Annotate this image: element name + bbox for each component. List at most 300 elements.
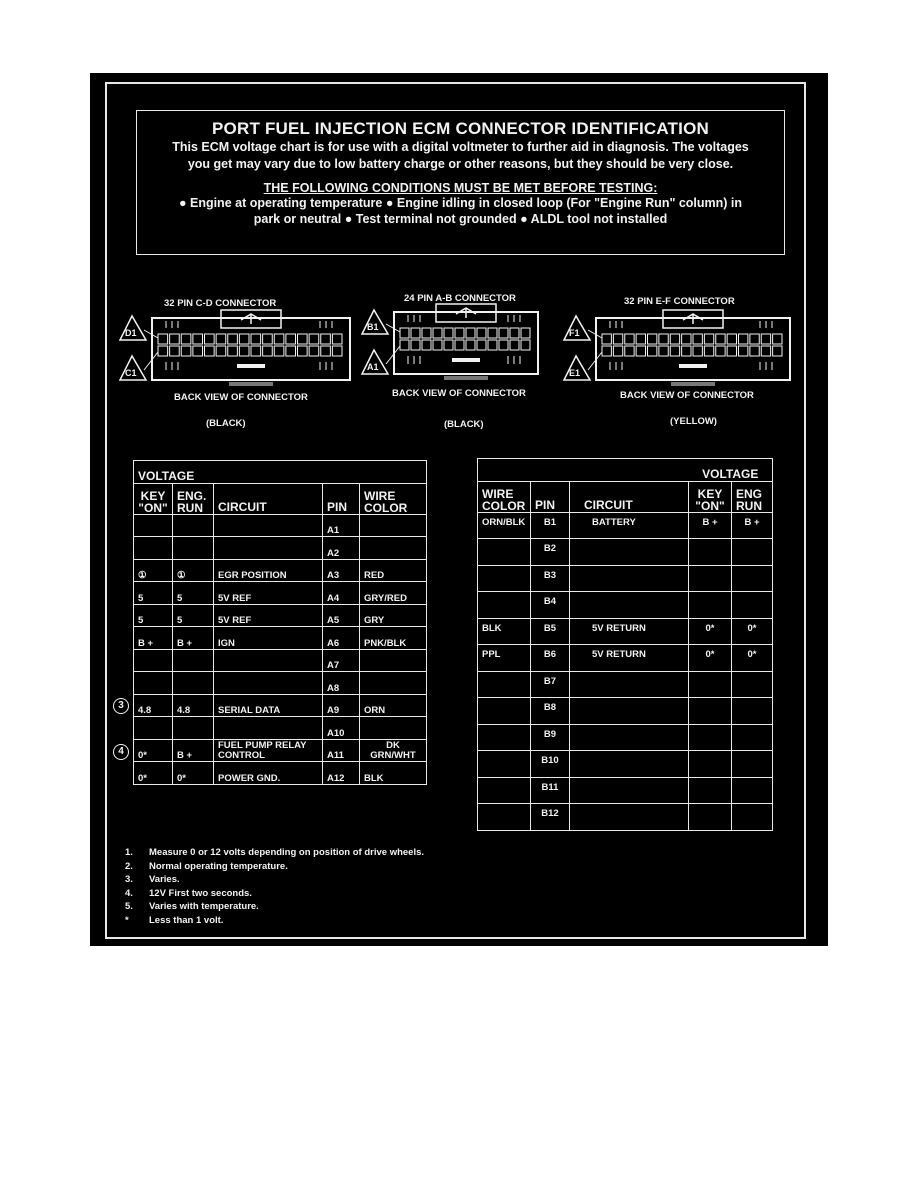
pin-cavity bbox=[286, 346, 296, 356]
pin-cavity bbox=[286, 334, 296, 344]
table-b-cell-key bbox=[689, 777, 732, 804]
pin-cavity bbox=[400, 340, 409, 350]
table-b-cell-key bbox=[689, 804, 732, 831]
voltage-table-b bbox=[477, 458, 773, 831]
arrow-icon bbox=[456, 308, 476, 318]
pin-cavity bbox=[648, 334, 657, 344]
table-row bbox=[134, 694, 427, 717]
pin-cavity bbox=[433, 328, 442, 338]
pin-cavity bbox=[170, 346, 180, 356]
connector-cd bbox=[118, 294, 358, 434]
pin-cavity bbox=[466, 328, 475, 338]
pin-cavity bbox=[216, 346, 226, 356]
table-a-cell-pin: A5 bbox=[323, 604, 360, 627]
table-b-cell-key: B + bbox=[689, 512, 732, 539]
table-row bbox=[134, 514, 427, 537]
pin-cavity bbox=[488, 340, 497, 350]
note-item bbox=[125, 887, 424, 901]
note-text: Varies with temperature. bbox=[149, 901, 259, 913]
pin-cavity bbox=[625, 346, 634, 356]
table-b-cell-wire: PPL bbox=[478, 645, 531, 672]
table-b-cell-circuit bbox=[570, 724, 689, 751]
pin-cavity bbox=[670, 346, 679, 356]
pin-cavity bbox=[332, 346, 342, 356]
table-a-cell-wire bbox=[360, 537, 427, 560]
pin-cavity bbox=[636, 346, 645, 356]
table-b-cell-pin: B7 bbox=[531, 671, 570, 698]
note-text: Measure 0 or 12 volts depending on position of drive wheels. bbox=[149, 847, 425, 858]
table-a-cell-pin: A8 bbox=[323, 672, 360, 695]
table-a-pin-header: PIN bbox=[323, 483, 360, 514]
table-a-cell-pin: A1 bbox=[323, 514, 360, 537]
pin-cavity bbox=[625, 334, 634, 344]
pin-cavity bbox=[682, 334, 691, 344]
table-b-cell-key: 0* bbox=[689, 645, 732, 672]
table-a-cell-pin: A10 bbox=[323, 717, 360, 740]
table-a-cell-key: 0* bbox=[134, 762, 173, 785]
pin-cavity bbox=[216, 334, 226, 344]
pin-cavity bbox=[455, 328, 464, 338]
intro-line-2: you get may vary due to low battery charge or other reasons, but they should be very close. bbox=[187, 157, 734, 171]
table-a-cell-key: ① bbox=[134, 559, 173, 582]
table-a-cell-run bbox=[173, 537, 214, 560]
table-a-cell-wire bbox=[360, 514, 427, 537]
pin-cavity bbox=[251, 334, 261, 344]
table-b-cell-wire bbox=[478, 671, 531, 698]
note-item bbox=[125, 900, 424, 914]
table-a-cell-key bbox=[134, 672, 173, 695]
table-b-cell-wire bbox=[478, 724, 531, 751]
table-b-cell-pin: B10 bbox=[531, 751, 570, 778]
note-number: 1. bbox=[125, 847, 133, 858]
pin-cavity bbox=[727, 346, 736, 356]
pin-cavity bbox=[648, 346, 657, 356]
latch-tab bbox=[444, 376, 488, 380]
table-a-cell-wire: PNK/BLK bbox=[360, 627, 427, 650]
pin-cavity bbox=[750, 334, 759, 344]
notes-list bbox=[125, 846, 424, 928]
table-b-cell-pin: B2 bbox=[531, 539, 570, 566]
table-a-cell-run: 4.8 bbox=[173, 694, 214, 717]
pin-cavity bbox=[510, 328, 519, 338]
pin-cavity bbox=[488, 328, 497, 338]
table-a-cell-wire bbox=[360, 672, 427, 695]
table-b-cell-key bbox=[689, 751, 732, 778]
table-a-cell-key: B + bbox=[134, 627, 173, 650]
table-b-cell-run: B + bbox=[732, 512, 773, 539]
pin-cavity bbox=[455, 340, 464, 350]
pin-cavity bbox=[422, 340, 431, 350]
table-b-cell-run: 0* bbox=[732, 645, 773, 672]
table-a-cell-wire: ORN bbox=[360, 694, 427, 717]
note-item bbox=[125, 846, 424, 860]
table-b-cell-run bbox=[732, 804, 773, 831]
table-b-cell-wire: BLK bbox=[478, 618, 531, 645]
connector-cd-color: (BLACK) bbox=[206, 418, 246, 429]
connector-ef-title: 32 PIN E-F CONNECTOR bbox=[624, 296, 735, 307]
table-b-cell-circuit bbox=[570, 804, 689, 831]
table-b-cell-wire bbox=[478, 539, 531, 566]
latch-bar bbox=[679, 364, 707, 368]
table-b-cell-pin: B5 bbox=[531, 618, 570, 645]
note-item bbox=[125, 860, 424, 874]
table-a-cell-key: 4.8 bbox=[134, 694, 173, 717]
table-b-cell-pin: B6 bbox=[531, 645, 570, 672]
table-a-cell-key: 5 bbox=[134, 582, 173, 605]
table-row bbox=[478, 724, 773, 751]
table-b-cell-key bbox=[689, 698, 732, 725]
pin-cavity bbox=[274, 334, 284, 344]
connector-cd-view-label: BACK VIEW OF CONNECTOR bbox=[174, 392, 308, 403]
header-box bbox=[136, 110, 785, 255]
pin-cavity bbox=[727, 334, 736, 344]
pin-cavity bbox=[332, 334, 342, 344]
pin-cavity bbox=[670, 334, 679, 344]
table-row bbox=[134, 537, 427, 560]
table-b-cell-key bbox=[689, 671, 732, 698]
pin-cavity bbox=[693, 346, 702, 356]
pin-cavity bbox=[193, 334, 203, 344]
pin-cavity bbox=[193, 346, 203, 356]
table-b-cell-circuit: BATTERY bbox=[570, 512, 689, 539]
connector-ab-title: 24 PIN A-B CONNECTOR bbox=[404, 293, 516, 304]
pin-cavity bbox=[411, 340, 420, 350]
table-a-cell-wire: GRY/RED bbox=[360, 582, 427, 605]
pin-cavity bbox=[433, 340, 442, 350]
connector-ef bbox=[562, 294, 802, 434]
conditions-line-1: ● Engine at operating temperature ● Engine idling in closed loop (For "Engine Run" column) in bbox=[178, 196, 743, 210]
note-number: 2. bbox=[125, 860, 133, 872]
connector-ab-view-label: BACK VIEW OF CONNECTOR bbox=[392, 388, 526, 399]
note-item bbox=[125, 873, 424, 887]
pin-cavity bbox=[716, 334, 725, 344]
table-a-cell-circuit: 5V REF bbox=[214, 582, 323, 605]
table-row bbox=[134, 559, 427, 582]
table-b-cell-key: 0* bbox=[689, 618, 732, 645]
pin-cavity bbox=[602, 346, 611, 356]
table-row bbox=[478, 777, 773, 804]
table-a-cell-circuit bbox=[214, 514, 323, 537]
table-row bbox=[134, 717, 427, 740]
table-b-cell-run bbox=[732, 724, 773, 751]
note-item bbox=[125, 914, 424, 928]
table-b-cell-key bbox=[689, 539, 732, 566]
table-b-cell-wire bbox=[478, 751, 531, 778]
connector-cd-title: 32 PIN C-D CONNECTOR bbox=[164, 298, 277, 309]
connector-pin-label-top: B1 bbox=[367, 322, 379, 332]
table-b-cell-run: 0* bbox=[732, 618, 773, 645]
table-b-cell-circuit bbox=[570, 592, 689, 619]
pin-cavity bbox=[477, 340, 486, 350]
table-a-cell-pin: A7 bbox=[323, 649, 360, 672]
intro-line-1: This ECM voltage chart is for use with a digital voltmeter to further aid in diagnosis. The voltages bbox=[172, 140, 749, 154]
pin-cavity bbox=[321, 346, 331, 356]
pin-cavity bbox=[636, 334, 645, 344]
table-b-cell-circuit bbox=[570, 539, 689, 566]
table-a-cell-circuit: SERIAL DATA bbox=[214, 694, 323, 717]
table-a-cell-run: 5 bbox=[173, 604, 214, 627]
table-b-cell-circuit: 5V RETURN bbox=[570, 645, 689, 672]
table-a-cell-circuit: FUEL PUMP RELAY CONTROL bbox=[214, 739, 323, 762]
table-a-cell-circuit bbox=[214, 537, 323, 560]
voltage-table-a bbox=[133, 460, 427, 785]
pin-cavity bbox=[693, 334, 702, 344]
note-text: Normal operating temperature. bbox=[149, 860, 288, 872]
table-row bbox=[478, 645, 773, 672]
table-b-cell-run bbox=[732, 751, 773, 778]
table-b-cell-run bbox=[732, 565, 773, 592]
connector-pin-label-top: D1 bbox=[125, 328, 137, 338]
table-b-cell-pin: B4 bbox=[531, 592, 570, 619]
table-b-cell-key bbox=[689, 565, 732, 592]
table-b-cell-circuit bbox=[570, 565, 689, 592]
table-b-key-on-header: KEY "ON" bbox=[689, 481, 732, 512]
table-a-cell-wire bbox=[360, 717, 427, 740]
table-a-cell-wire: DK GRN/WHT bbox=[360, 739, 427, 762]
table-a-cell-run: B + bbox=[173, 739, 214, 762]
note-number: * bbox=[125, 914, 129, 926]
table-b-cell-pin: B9 bbox=[531, 724, 570, 751]
connector-ef-color: (YELLOW) bbox=[670, 416, 717, 427]
table-a-cell-run: 0* bbox=[173, 762, 214, 785]
conditions-title: THE FOLLOWING CONDITIONS MUST BE MET BEFORE TESTING: bbox=[263, 181, 658, 195]
pin-cavity bbox=[205, 346, 215, 356]
table-a-cell-wire: RED bbox=[360, 559, 427, 582]
pin-cavity bbox=[298, 334, 308, 344]
pin-cavity bbox=[239, 346, 249, 356]
table-a-cell-key bbox=[134, 649, 173, 672]
table-b-cell-pin: B8 bbox=[531, 698, 570, 725]
table-a-cell-pin: A6 bbox=[323, 627, 360, 650]
table-a-cell-pin: A12 bbox=[323, 762, 360, 785]
pin-cavity bbox=[739, 334, 748, 344]
pin-cavity bbox=[750, 346, 759, 356]
table-a-eng-run-header: ENG. RUN bbox=[173, 483, 214, 514]
table-row bbox=[478, 751, 773, 778]
pin-cavity bbox=[181, 346, 191, 356]
table-b-cell-key bbox=[689, 724, 732, 751]
table-b-wire-header: WIRE COLOR bbox=[478, 481, 531, 512]
note-marker-4: 4 bbox=[113, 744, 129, 760]
table-a-wire-header: WIRE COLOR bbox=[360, 483, 427, 514]
pin-cavity bbox=[761, 346, 770, 356]
table-a-cell-circuit: EGR POSITION bbox=[214, 559, 323, 582]
note-number: 5. bbox=[125, 901, 133, 913]
pin-cavity bbox=[466, 340, 475, 350]
latch-bar bbox=[237, 364, 265, 368]
latch-tab bbox=[671, 382, 715, 386]
note-text: Less than 1 volt. bbox=[149, 914, 224, 926]
pin-cavity bbox=[510, 340, 519, 350]
connector-pin-label-bottom: C1 bbox=[125, 368, 137, 378]
table-a-key-on-header: KEY "ON" bbox=[134, 483, 173, 514]
latch-bar bbox=[452, 358, 480, 362]
pin-cavity bbox=[205, 334, 215, 344]
note-text: 12V First two seconds. bbox=[149, 887, 252, 899]
table-row bbox=[478, 565, 773, 592]
connector-ab bbox=[360, 292, 560, 432]
table-a-cell-run bbox=[173, 649, 214, 672]
table-a-circuit-header: CIRCUIT bbox=[214, 483, 323, 514]
table-a-cell-wire: BLK bbox=[360, 762, 427, 785]
table-row bbox=[478, 592, 773, 619]
table-a-cell-circuit: IGN bbox=[214, 627, 323, 650]
table-a-cell-circuit bbox=[214, 672, 323, 695]
conditions-line-2: park or neutral ● Test terminal not grounded ● ALDL tool not installed bbox=[253, 212, 668, 226]
note-number: 4. bbox=[125, 887, 133, 899]
table-a-cell-circuit bbox=[214, 649, 323, 672]
page-title: PORT FUEL INJECTION ECM CONNECTOR IDENTIFICATION bbox=[212, 119, 709, 138]
connector-ab-drawing bbox=[360, 302, 560, 402]
pin-cavity bbox=[274, 346, 284, 356]
pin-cavity bbox=[263, 346, 273, 356]
connector-pin-label-bottom: A1 bbox=[367, 362, 379, 372]
pin-cavity bbox=[739, 346, 748, 356]
pin-cavity bbox=[773, 346, 782, 356]
pin-cavity bbox=[228, 334, 238, 344]
table-b-cell-run bbox=[732, 671, 773, 698]
pin-cavity bbox=[716, 346, 725, 356]
pin-cavity bbox=[704, 346, 713, 356]
pin-cavity bbox=[411, 328, 420, 338]
table-a-cell-key bbox=[134, 537, 173, 560]
pin-cavity bbox=[602, 334, 611, 344]
pin-cavity bbox=[158, 334, 168, 344]
connector-ab-color: (BLACK) bbox=[444, 419, 484, 430]
table-a-cell-run: B + bbox=[173, 627, 214, 650]
pin-cavity bbox=[477, 328, 486, 338]
pin-cavity bbox=[499, 328, 508, 338]
table-b-cell-circuit bbox=[570, 671, 689, 698]
table-b-cell-wire bbox=[478, 777, 531, 804]
table-a-cell-key bbox=[134, 717, 173, 740]
table-b-circuit-header: CIRCUIT bbox=[570, 481, 689, 512]
table-a-cell-run bbox=[173, 717, 214, 740]
arrow-icon bbox=[241, 314, 261, 324]
pin-cavity bbox=[251, 346, 261, 356]
table-b-cell-circuit bbox=[570, 698, 689, 725]
pin-cavity bbox=[298, 346, 308, 356]
note-text: Varies. bbox=[149, 874, 180, 886]
table-a-cell-pin: A4 bbox=[323, 582, 360, 605]
table-row bbox=[134, 739, 427, 762]
table-a-cell-pin: A2 bbox=[323, 537, 360, 560]
pin-cavity bbox=[309, 346, 319, 356]
pin-cavity bbox=[682, 346, 691, 356]
connector-pin-label-top: F1 bbox=[569, 328, 580, 338]
table-b-cell-pin: B12 bbox=[531, 804, 570, 831]
connector-ef-view-label: BACK VIEW OF CONNECTOR bbox=[620, 390, 754, 401]
pin-cavity bbox=[422, 328, 431, 338]
table-a-cell-pin: A9 bbox=[323, 694, 360, 717]
table-b-eng-run-header: ENG RUN bbox=[732, 481, 773, 512]
table-b-cell-circuit bbox=[570, 751, 689, 778]
pin-cavity bbox=[761, 334, 770, 344]
table-a-cell-wire: GRY bbox=[360, 604, 427, 627]
table-a-cell-circuit: POWER GND. bbox=[214, 762, 323, 785]
pin-cavity bbox=[239, 334, 249, 344]
table-b-cell-wire bbox=[478, 804, 531, 831]
table-row bbox=[134, 672, 427, 695]
table-b-voltage-header: VOLTAGE bbox=[689, 459, 773, 482]
table-row bbox=[478, 698, 773, 725]
table-b-cell-key bbox=[689, 592, 732, 619]
table-row bbox=[478, 512, 773, 539]
table-a-cell-key: 5 bbox=[134, 604, 173, 627]
table-a-cell-wire bbox=[360, 649, 427, 672]
table-b-cell-wire: ORN/BLK bbox=[478, 512, 531, 539]
pin-cavity bbox=[521, 328, 530, 338]
table-b-cell-wire bbox=[478, 565, 531, 592]
table-row bbox=[478, 618, 773, 645]
table-row bbox=[478, 804, 773, 831]
table-b-cell-wire bbox=[478, 698, 531, 725]
note-number: 3. bbox=[125, 874, 133, 886]
pin-cavity bbox=[444, 340, 453, 350]
pin-cavity bbox=[773, 334, 782, 344]
pin-cavity bbox=[158, 346, 168, 356]
arrow-icon bbox=[683, 314, 703, 324]
table-a-cell-pin: A11 bbox=[323, 739, 360, 762]
table-b-cell-run bbox=[732, 777, 773, 804]
table-row bbox=[134, 762, 427, 785]
table-b-cell-pin: B1 bbox=[531, 512, 570, 539]
table-b-cell-run bbox=[732, 698, 773, 725]
table-a-cell-run bbox=[173, 672, 214, 695]
table-a-cell-key bbox=[134, 514, 173, 537]
table-a-cell-run: 5 bbox=[173, 582, 214, 605]
table-a-cell-run: ① bbox=[173, 559, 214, 582]
table-b-cell-run bbox=[732, 592, 773, 619]
table-b-pin-header: PIN bbox=[531, 481, 570, 512]
table-b-cell-pin: B11 bbox=[531, 777, 570, 804]
pin-cavity bbox=[659, 346, 668, 356]
table-a-cell-circuit bbox=[214, 717, 323, 740]
pin-cavity bbox=[659, 334, 668, 344]
table-row bbox=[134, 627, 427, 650]
table-b-cell-run bbox=[732, 539, 773, 566]
pin-cavity bbox=[321, 334, 331, 344]
pin-cavity bbox=[613, 346, 622, 356]
pin-cavity bbox=[170, 334, 180, 344]
table-row bbox=[478, 539, 773, 566]
pin-cavity bbox=[444, 328, 453, 338]
table-b-cell-circuit bbox=[570, 777, 689, 804]
table-a-cell-pin: A3 bbox=[323, 559, 360, 582]
latch-tab bbox=[229, 382, 273, 386]
pin-cavity bbox=[263, 334, 273, 344]
table-b-cell-wire bbox=[478, 592, 531, 619]
pin-cavity bbox=[309, 334, 319, 344]
pin-cavity bbox=[228, 346, 238, 356]
table-row bbox=[134, 649, 427, 672]
table-row bbox=[134, 604, 427, 627]
connector-pin-label-bottom: E1 bbox=[569, 368, 581, 378]
table-a-cell-key: 0* bbox=[134, 739, 173, 762]
pin-cavity bbox=[400, 328, 409, 338]
table-a-cell-circuit: 5V REF bbox=[214, 604, 323, 627]
table-a-voltage-header: VOLTAGE bbox=[134, 461, 214, 484]
pin-cavity bbox=[704, 334, 713, 344]
table-row bbox=[134, 582, 427, 605]
pin-cavity bbox=[521, 340, 530, 350]
note-marker-3: 3 bbox=[113, 698, 129, 714]
pin-cavity bbox=[181, 334, 191, 344]
table-b-cell-circuit: 5V RETURN bbox=[570, 618, 689, 645]
table-row bbox=[478, 671, 773, 698]
table-a-cell-run bbox=[173, 514, 214, 537]
table-b-cell-pin: B3 bbox=[531, 565, 570, 592]
